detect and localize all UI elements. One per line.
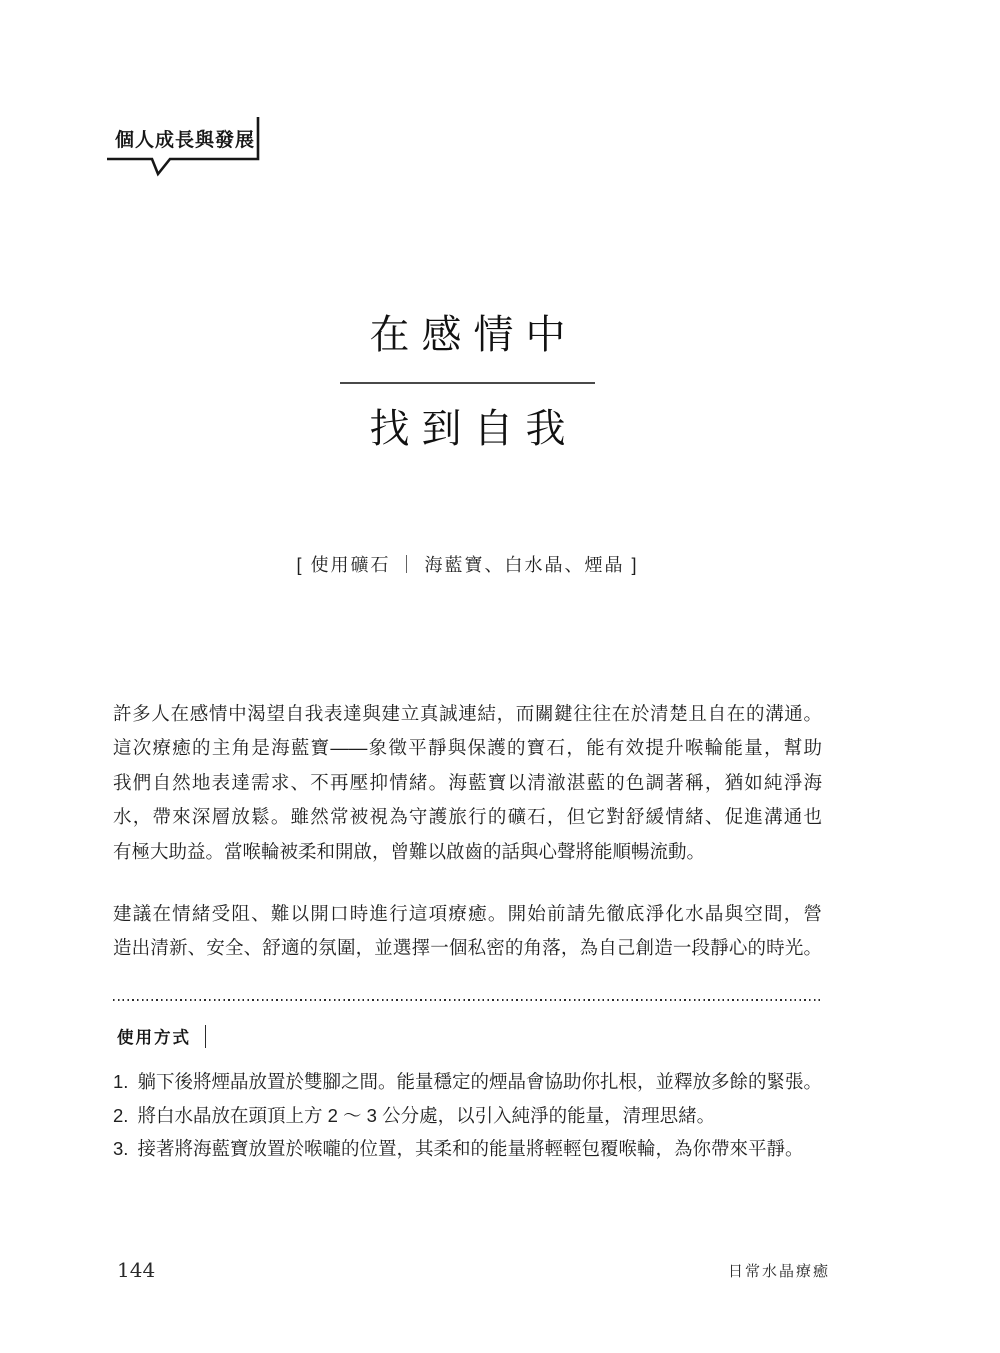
heading-divider-bar xyxy=(205,1025,206,1048)
paragraph-line: 水，帶來深層放鬆。雖然常被視為守護旅行的礦石，但它對舒緩情緒、促進溝通也 xyxy=(113,806,822,828)
usage-step-text: 接著將海藍寶放置於喉嚨的位置，其柔和的能量將輕輕包覆喉輪，為你帶來平靜。 xyxy=(137,1138,804,1159)
usage-step-list xyxy=(113,1065,873,1166)
paragraph-line: 造出清新、安全、舒適的氛圍，並選擇一個私密的角落，為自己創造一段靜心的時光。 xyxy=(113,937,822,959)
chapter-tag xyxy=(95,110,275,180)
usage-step-number: 3. xyxy=(113,1138,129,1159)
usage-step-number: 1. xyxy=(113,1071,129,1092)
usage-step xyxy=(113,1132,873,1166)
usage-step-number: 2. xyxy=(113,1104,129,1126)
usage-step-text: 將白水晶放在頭頂上方 2 ～ 3 公分處，以引入純淨的能量，清理思緒。 xyxy=(137,1104,716,1126)
usage-step xyxy=(113,1065,873,1099)
paragraph-line: 許多人在感情中渴望自我表達與建立真誠連結，而關鍵往往在於清楚且自在的溝通。 xyxy=(113,703,822,724)
title-block xyxy=(113,312,822,452)
paragraph-line: 我們自然地表達需求、不再壓抑情緒。海藍寶以清澈湛藍的色調著稱，猶如純淨海 xyxy=(113,771,822,793)
footer-book-title: 日常水晶療癒 xyxy=(727,1262,830,1280)
chapter-tag-label: 個人成長與發展 xyxy=(115,130,256,151)
dotted-divider xyxy=(113,999,822,1001)
paragraph-2 xyxy=(113,897,822,966)
stones-subtitle: [ 使用礦石 ｜ 海藍寶、白水晶、煙晶 ] xyxy=(296,555,639,575)
title-divider xyxy=(340,382,595,384)
paragraph-line: 有極大助益。當喉輪被柔和開啟，曾難以啟齒的話與心聲將能順暢流動。 xyxy=(113,840,706,862)
paragraph-line: 建議在情緒受阻、難以開口時進行這項療癒。開始前請先徹底淨化水晶與空間，營 xyxy=(113,903,822,924)
title-line-1: 在感情中 xyxy=(369,312,578,358)
footer-page-number: 144 xyxy=(117,1258,156,1282)
usage-step-text: 躺下後將煙晶放置於雙腳之間。能量穩定的煙晶會協助你扎根，並釋放多餘的緊張。 xyxy=(137,1071,822,1092)
paragraph-1 xyxy=(113,697,822,869)
usage-heading xyxy=(117,1022,206,1050)
usage-step xyxy=(113,1099,873,1133)
usage-heading-label: 使用方式 xyxy=(117,1029,191,1047)
paragraph-line: 這次療癒的主角是海藍寶——象徵平靜與保護的寶石，能有效提升喉輪能量，幫助 xyxy=(113,737,822,759)
title-line-2: 找到自我 xyxy=(369,406,578,452)
